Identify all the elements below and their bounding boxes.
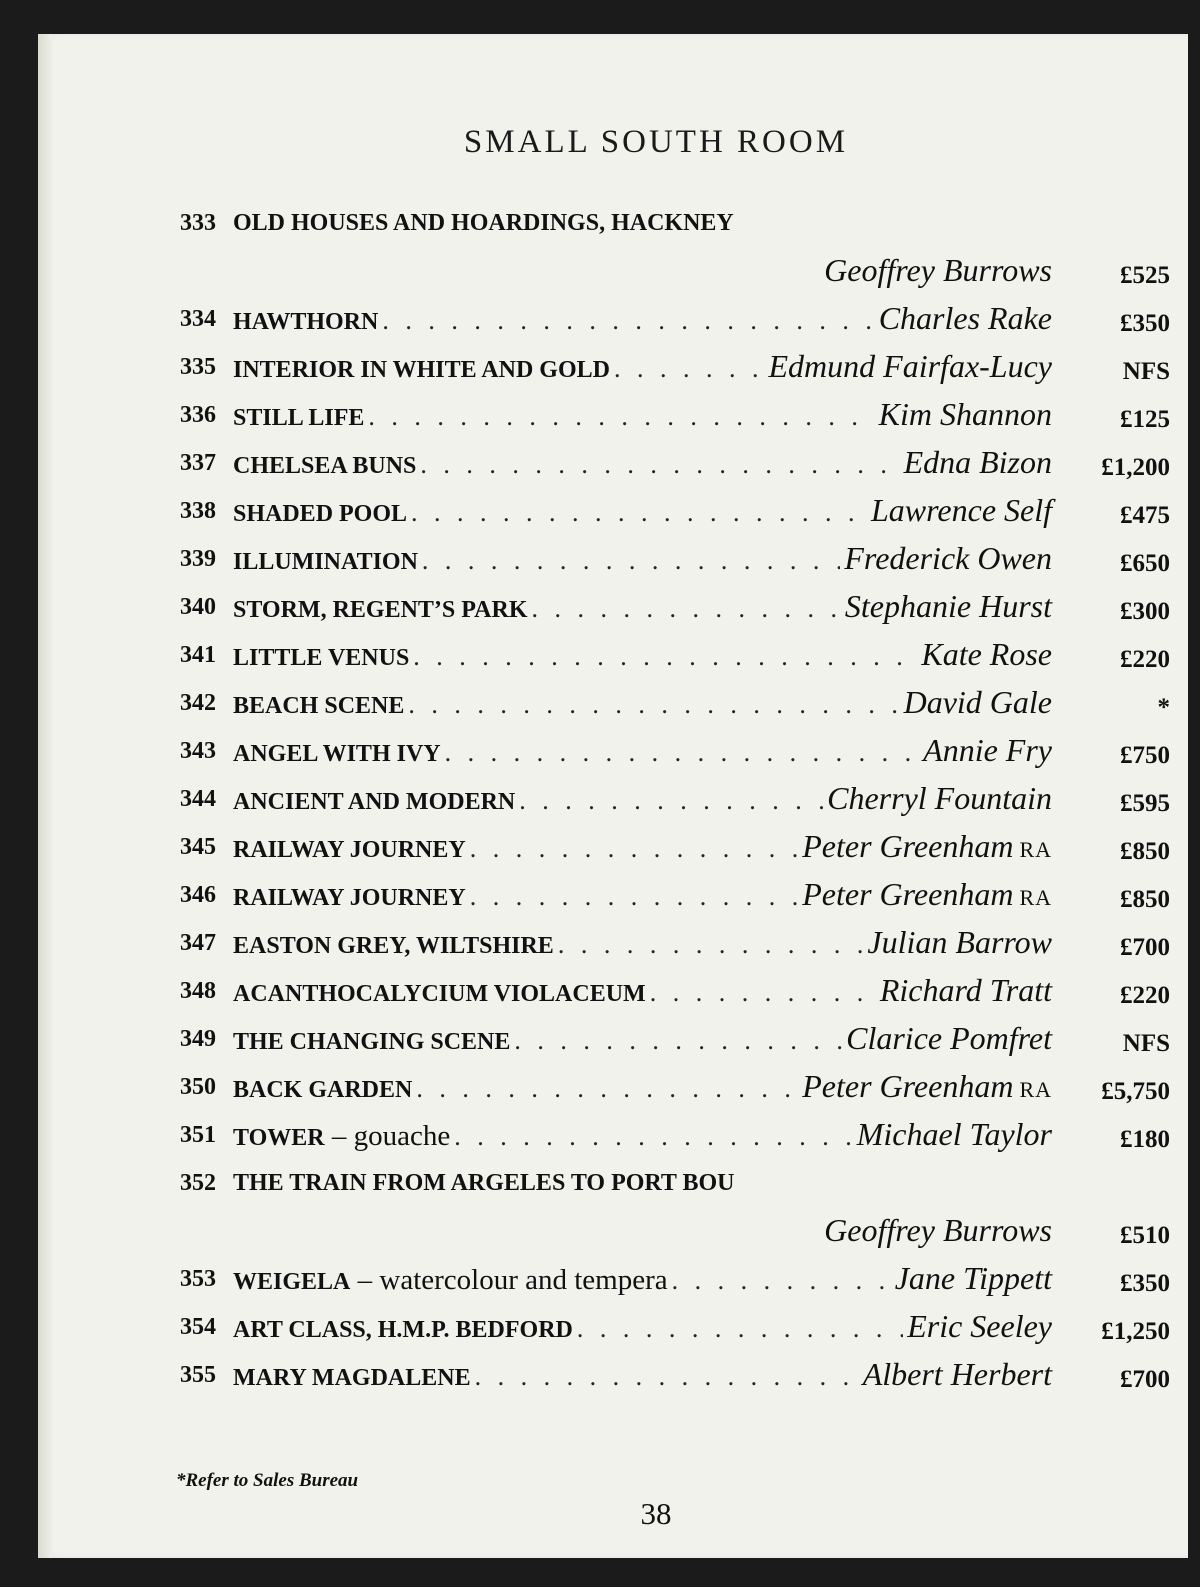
entry-price: £350 [1120, 1270, 1170, 1297]
list-item [180, 924, 1170, 972]
entry-price: £180 [1120, 1126, 1170, 1153]
entry-artist: Clarice Pomfret [846, 1020, 1052, 1056]
entry-title: ILLUMINATION [233, 549, 418, 575]
entry-artist: Julian Barrow [867, 924, 1052, 960]
dot-leader [382, 306, 874, 336]
list-item [180, 444, 1170, 492]
entry-title-text: TOWER [233, 1125, 325, 1151]
entry-price: £5,750 [1101, 1078, 1170, 1105]
dot-leader [514, 1026, 842, 1056]
entry-number: 351 [180, 1122, 216, 1148]
list-item [180, 588, 1170, 636]
entry-number: 336 [180, 402, 216, 428]
page-edge [38, 34, 52, 1558]
artist-suffix: RA [1019, 837, 1052, 862]
entry-artist: Geoffrey Burrows [824, 252, 1052, 288]
list-item [180, 1356, 1170, 1404]
list-item [180, 636, 1170, 684]
entry-number: 338 [180, 498, 216, 524]
entry-price: £700 [1120, 1366, 1170, 1393]
dot-leader [413, 642, 917, 672]
page-title: SMALL SOUTH ROOM [463, 124, 849, 160]
list-item [180, 396, 1170, 444]
entry-artist: Edmund Fairfax-Lucy [768, 348, 1052, 384]
entry-number: 342 [180, 690, 216, 716]
entry-title: RAILWAY JOURNEY [233, 885, 466, 911]
entry-artist: Stephanie Hurst [844, 588, 1052, 624]
entry-number: 350 [180, 1074, 216, 1100]
list-item [180, 540, 1170, 588]
entry-artist [802, 1068, 1052, 1105]
list-item [180, 300, 1170, 348]
entry-price: £300 [1120, 598, 1170, 625]
list-item [180, 732, 1170, 780]
entry-number: 352 [180, 1170, 216, 1196]
entry-number: 347 [180, 930, 216, 956]
entry-title: MARY MAGDALENE [233, 1365, 471, 1391]
entry-number: 334 [180, 306, 216, 332]
entry-title: STILL LIFE [233, 405, 365, 431]
entry-number: 353 [180, 1266, 216, 1292]
entry-title: ART CLASS, H.M.P. BEDFORD [233, 1317, 573, 1343]
entry-artist: Kate Rose [921, 636, 1052, 672]
dot-leader [411, 498, 867, 528]
entry-price: £475 [1120, 502, 1170, 529]
entry-title: ANGEL WITH IVY [233, 741, 441, 767]
entry-title: OLD HOUSES AND HOARDINGS, HACKNEY [233, 210, 734, 236]
artist-name: Peter Greenham [802, 1068, 1014, 1104]
artist-suffix: RA [1019, 1077, 1052, 1102]
entry-price: £510 [1120, 1222, 1170, 1249]
dot-leader [408, 690, 899, 720]
dot-leader [519, 786, 823, 816]
list-item [180, 1020, 1170, 1068]
list-item-continuation [180, 252, 1170, 300]
entry-artist: Richard Tratt [879, 972, 1052, 1008]
entry-price: £1,200 [1101, 454, 1170, 481]
entry-number: 354 [180, 1314, 216, 1340]
list-item [180, 204, 1170, 252]
entry-number: 346 [180, 882, 216, 908]
dot-leader [577, 1314, 903, 1344]
entry-title: THE CHANGING SCENE [233, 1029, 511, 1055]
entry-price: £220 [1120, 982, 1170, 1009]
list-item [180, 972, 1170, 1020]
entry-title: INTERIOR IN WHITE AND GOLD [233, 357, 610, 383]
list-item-continuation [180, 1212, 1170, 1260]
entry-number: 333 [180, 210, 216, 236]
entry-artist: Lawrence Self [871, 492, 1052, 528]
entry-title: SHADED POOL [233, 501, 408, 527]
entry-number: 337 [180, 450, 216, 476]
entry-price: £650 [1120, 550, 1170, 577]
entry-number: 344 [180, 786, 216, 812]
catalogue-page [38, 34, 1188, 1558]
entry-artist: Michael Taylor [856, 1116, 1052, 1152]
entry-price: £1,250 [1101, 1318, 1170, 1345]
dot-leader [416, 1074, 798, 1104]
dot-leader [470, 882, 799, 912]
list-item [180, 684, 1170, 732]
artist-name: Peter Greenham [802, 876, 1014, 912]
list-item [180, 1260, 1170, 1308]
entry-artist: Eric Seeley [907, 1308, 1052, 1344]
dot-leader [475, 1362, 859, 1392]
entry-title: CHELSEA BUNS [233, 453, 417, 479]
dot-leader [420, 450, 899, 480]
entry-artist: Cherryl Fountain [827, 780, 1052, 816]
entry-title: RAILWAY JOURNEY [233, 837, 466, 863]
entry-price: £850 [1120, 886, 1170, 913]
dot-leader [454, 1122, 853, 1152]
entry-title: EASTON GREY, WILTSHIRE [233, 933, 554, 959]
entry-price: £850 [1120, 838, 1170, 865]
dot-leader [672, 1266, 891, 1296]
entry-number: 340 [180, 594, 216, 620]
entry-number: 343 [180, 738, 216, 764]
entry-title: LITTLE VENUS [233, 645, 410, 671]
entry-title: HAWTHORN [233, 309, 379, 335]
entry-artist: David Gale [903, 684, 1052, 720]
list-item [180, 1116, 1170, 1164]
entry-price: £220 [1120, 646, 1170, 673]
entry-artist [802, 876, 1052, 913]
list-item [180, 1164, 1170, 1212]
list-item [180, 780, 1170, 828]
entry-price: £125 [1120, 406, 1170, 433]
entry-price: NFS [1122, 358, 1170, 385]
entry-title [233, 1120, 450, 1153]
entry-number: 341 [180, 642, 216, 668]
entry-number: 335 [180, 354, 216, 380]
dot-leader [470, 834, 799, 864]
entry-artist: Frederick Owen [844, 540, 1052, 576]
entry-artist: Annie Fry [923, 732, 1052, 768]
entry-number: 348 [180, 978, 216, 1004]
entry-title: THE TRAIN FROM ARGELES TO PORT BOU [233, 1170, 735, 1196]
dot-leader [531, 594, 840, 624]
entry-number: 355 [180, 1362, 216, 1388]
artist-suffix: RA [1019, 885, 1052, 910]
list-item [180, 1068, 1170, 1116]
entry-price: £750 [1120, 742, 1170, 769]
entry-price: £700 [1120, 934, 1170, 961]
entry-artist: Geoffrey Burrows [824, 1212, 1052, 1248]
artist-name: Peter Greenham [802, 828, 1014, 864]
dot-leader [445, 738, 920, 768]
entry-price: * [1157, 694, 1170, 721]
entry-artist: Kim Shannon [878, 396, 1052, 432]
list-item [180, 492, 1170, 540]
dot-leader [368, 402, 874, 432]
entry-number: 349 [180, 1026, 216, 1052]
entry-title [233, 1264, 668, 1297]
entry-price: £595 [1120, 790, 1170, 817]
entry-artist: Edna Bizon [903, 444, 1052, 480]
entry-artist [802, 828, 1052, 865]
entry-number: 345 [180, 834, 216, 860]
entry-list [180, 204, 1170, 1404]
dot-leader [650, 978, 876, 1008]
dot-leader [558, 930, 864, 960]
entry-price: £350 [1120, 310, 1170, 337]
dot-leader [614, 354, 765, 384]
entry-title: ANCIENT AND MODERN [233, 789, 516, 815]
entry-number: 339 [180, 546, 216, 572]
footnote: *Refer to Sales Bureau [176, 1470, 359, 1491]
list-item [180, 1308, 1170, 1356]
entry-artist: Albert Herbert [862, 1356, 1052, 1392]
entry-title: BEACH SCENE [233, 693, 405, 719]
entry-price: £525 [1120, 262, 1170, 289]
dot-leader [422, 546, 840, 576]
list-item [180, 348, 1170, 396]
list-item [180, 876, 1170, 924]
entry-artist: Charles Rake [878, 300, 1052, 336]
entry-artist: Jane Tippett [894, 1260, 1052, 1296]
entry-medium: – gouache [324, 1120, 451, 1152]
entry-price: NFS [1122, 1030, 1170, 1057]
entry-title: ACANTHOCALYCIUM VIOLACEUM [233, 981, 646, 1007]
entry-medium: – watercolour and tempera [350, 1264, 668, 1296]
entry-title: BACK GARDEN [233, 1077, 413, 1103]
entry-title-text: WEIGELA [233, 1269, 351, 1295]
list-item [180, 828, 1170, 876]
entry-title: STORM, REGENT’S PARK [233, 597, 528, 623]
page-number: 38 [640, 1496, 672, 1531]
